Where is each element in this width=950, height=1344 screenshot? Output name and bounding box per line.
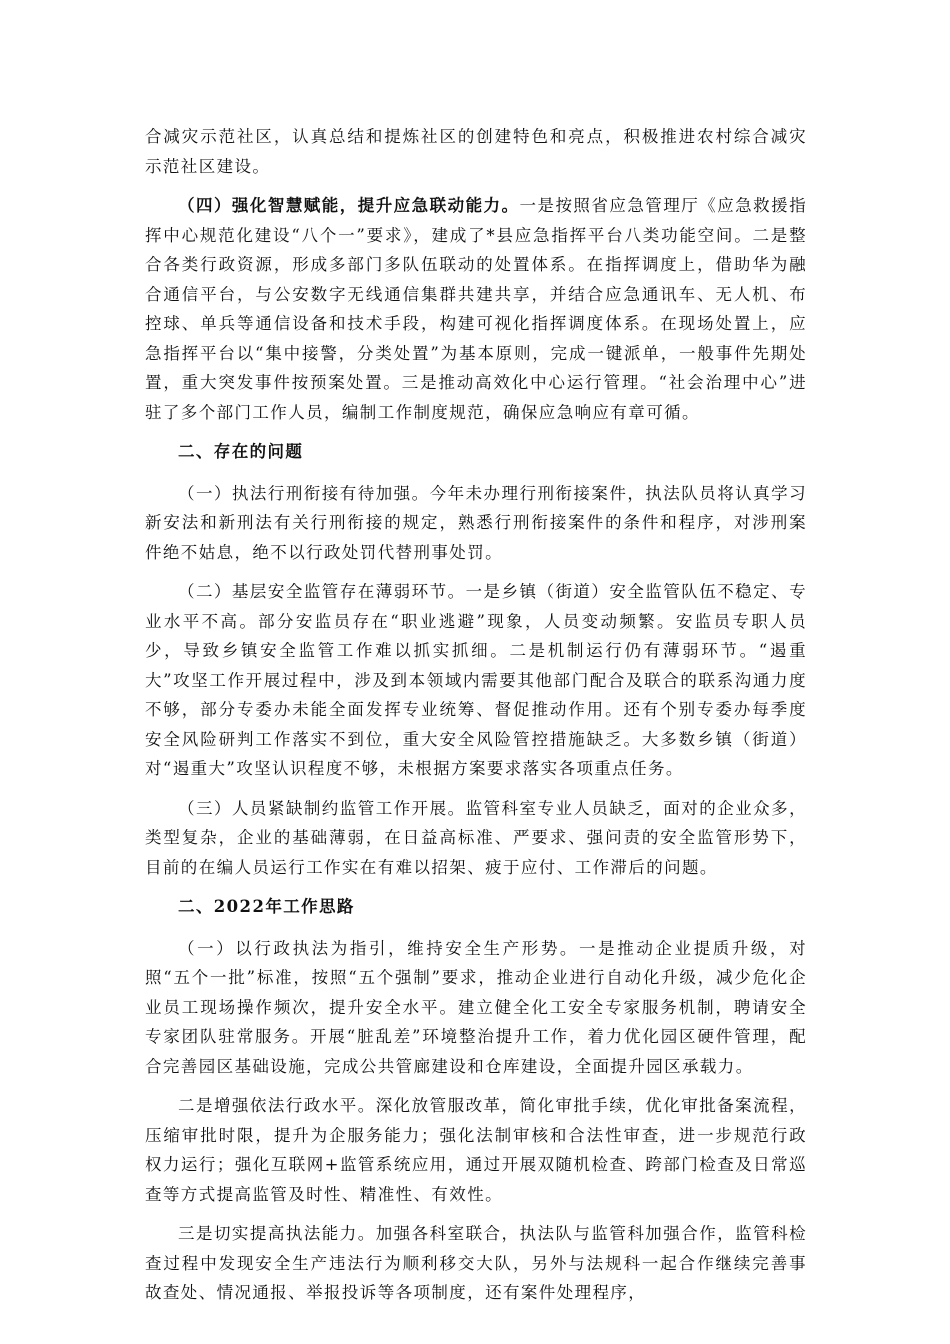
paragraph-plan-2: 二是增强依法行政水平。深化放管服改革，简化审批手续，优化审批备案流程，压缩审批时限，提升为企服务能力；强化法制审核和合法性审查，进一步规范行政权力运行；强化互联网+监管系统应用，通过开展双随机检查、跨部门检查及日常巡查等方式提高监管及时性、精准性、有效性。 [145,1096,807,1204]
paragraph-smart-empowerment [145,191,807,427]
paragraph-continuation: 合减灾示范社区，认真总结和提炼社区的创建特色和亮点，积极推进农村综合减灾示范社区建设。 [145,127,807,176]
section-heading-problems: 二、存在的问题 [178,442,304,461]
paragraph-problem-2: （二）基层安全监管存在薄弱环节。一是乡镇（街道）安全监管队伍不稳定、专业水平不高。部分安监员存在“职业逃避”现象，人员变动频繁。安监员专职人员少，导致乡镇安全监管工作难以抓实抓细。二是机制运行仍有薄弱环节。“遏重大”攻坚工作开展过程中，涉及到本领域内需要其他部门配合及联合的联系沟通力度不够，部分专委办未能全面发挥专业统筹、督促推动作用。还有个别专委办每季度安全风险研判工作落实不到位，重大安全风险管控措施缺乏。大多数乡镇（街道）对“遏重大”攻坚认识程度不够，未根据方案要求落实各项重点任务。 [145,582,807,778]
paragraph-plan-3: 三是切实提高执法能力。加强各科室联合，执法队与监管科加强合作，监管科检查过程中发现安全生产违法行为顺利移交大队，另外与法规科一起合作继续完善事故查处、情况通报、举报投诉等各项制度，还有案件处理程序， [145,1224,807,1302]
paragraph-problem-3: （三）人员紧缺制约监管工作开展。监管科室专业人员缺乏，面对的企业众多，类型复杂，企业的基础薄弱，在日益高标准、严要求、强问责的安全监管形势下，目前的在编人员运行工作实在有难以招架、疲于应付、工作滞后的问题。 [145,798,807,877]
paragraph-body: 一是按照省应急管理厅《应急救援指挥中心规范化建设“八个一”要求》，建成了*县应急指挥平台八类功能空间。二是整合各类行政资源，形成多部门多队伍联动的处置体系。在指挥调度上，借助华为融合通信平台，与公安数字无线通信集群共建共享，并结合应急通讯车、无人机、布控球、单兵等通信设备和技术手段，构建可视化指挥调度体系。在现场处置上，应急指挥平台以“集中接警，分类处置”为基本原则，完成一键派单，一般事件先期处置，重大突发事件按预案处置。三是推动高效化中心运行管理。“社会治理中心”进驻了多个部门工作人员，编制工作制度规范，确保应急响应有章可循。 [145,196,807,422]
paragraph-lead-heading: （四）强化智慧赋能，提升应急联动能力。 [178,196,520,215]
paragraph-problem-1: （一）执法行刑衔接有待加强。今年未办理行刑衔接案件，执法队员将认真学习新安法和新刑法有关行刑衔接的规定，熟悉行刑衔接案件的条件和程序，对涉刑案件绝不姑息，绝不以行政处罚代替刑事处罚。 [145,483,807,562]
document-body [145,122,807,1318]
paragraph-plan-1: （一）以行政执法为指引，维持安全生产形势。一是推动企业提质升级，对照“五个一批”标准，按照“五个强制”要求，推动企业进行自动化升级，减少危化企业员工现场操作频次，提升安全水平。建立健全化工安全专家服务机制，聘请安全专家团队驻常服务。开展“脏乱差”环境整治提升工作，着力优化园区硬件管理，配合完善园区基础设施，完成公共管廊建设和仓库建设，全面提升园区承载力。 [145,938,807,1076]
section-heading-2022-plan: 二、2022年工作思路 [178,897,355,916]
